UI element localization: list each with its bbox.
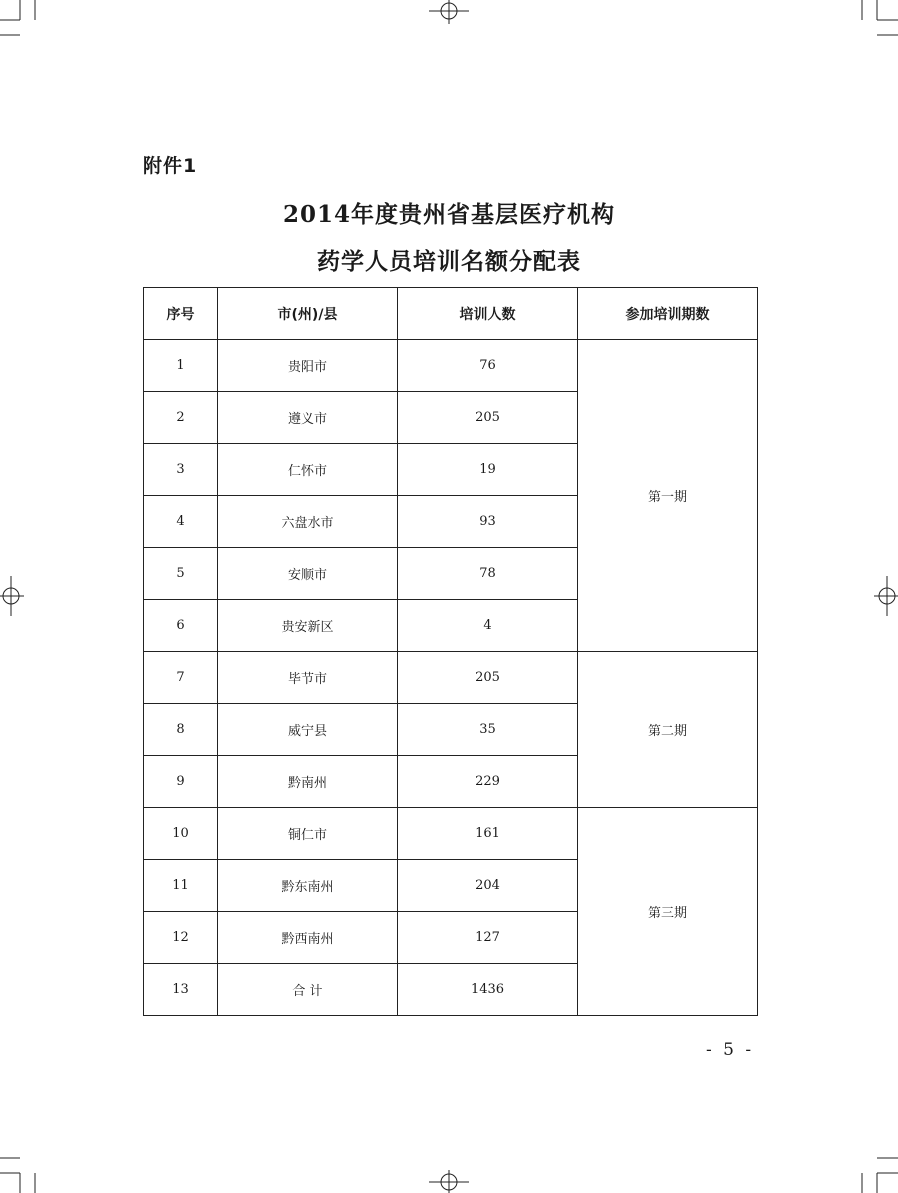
region-cell: 合 计 <box>218 964 398 1016</box>
table-row <box>144 808 758 860</box>
serial-cell: 1 <box>144 340 218 392</box>
serial-cell: 11 <box>144 860 218 912</box>
serial-cell: 13 <box>144 964 218 1016</box>
page-number: - 5 - <box>706 1040 755 1060</box>
session-cell: 第三期 <box>578 808 758 1016</box>
region-cell: 威宁县 <box>218 704 398 756</box>
serial-cell: 3 <box>144 444 218 496</box>
count-cell: 205 <box>398 392 578 444</box>
serial-cell: 5 <box>144 548 218 600</box>
header-serial-number: 序号 <box>144 288 218 340</box>
count-cell: 204 <box>398 860 578 912</box>
region-cell: 贵安新区 <box>218 600 398 652</box>
count-cell: 1436 <box>398 964 578 1016</box>
region-cell: 铜仁市 <box>218 808 398 860</box>
region-cell: 仁怀市 <box>218 444 398 496</box>
header-region: 市(州)/县 <box>218 288 398 340</box>
serial-cell: 2 <box>144 392 218 444</box>
count-cell: 127 <box>398 912 578 964</box>
count-cell: 93 <box>398 496 578 548</box>
table-row <box>144 340 758 392</box>
region-cell: 贵阳市 <box>218 340 398 392</box>
table-row <box>144 652 758 704</box>
serial-cell: 8 <box>144 704 218 756</box>
region-cell: 遵义市 <box>218 392 398 444</box>
serial-cell: 12 <box>144 912 218 964</box>
serial-cell: 6 <box>144 600 218 652</box>
serial-cell: 9 <box>144 756 218 808</box>
document-title-line-2: 药学人员培训名额分配表 <box>317 248 581 275</box>
count-cell: 76 <box>398 340 578 392</box>
header-trainee-count: 培训人数 <box>398 288 578 340</box>
count-cell: 19 <box>398 444 578 496</box>
table-header-row <box>144 288 758 340</box>
session-cell: 第一期 <box>578 340 758 652</box>
count-cell: 161 <box>398 808 578 860</box>
count-cell: 4 <box>398 600 578 652</box>
document-title-line-1: 2014年度贵州省基层医疗机构 <box>282 201 615 228</box>
region-cell: 黔东南州 <box>218 860 398 912</box>
count-cell: 35 <box>398 704 578 756</box>
count-cell: 78 <box>398 548 578 600</box>
region-cell: 毕节市 <box>218 652 398 704</box>
region-cell: 六盘水市 <box>218 496 398 548</box>
count-cell: 229 <box>398 756 578 808</box>
serial-cell: 7 <box>144 652 218 704</box>
region-cell: 黔南州 <box>218 756 398 808</box>
header-session: 参加培训期数 <box>578 288 758 340</box>
region-cell: 黔西南州 <box>218 912 398 964</box>
count-cell: 205 <box>398 652 578 704</box>
region-cell: 安顺市 <box>218 548 398 600</box>
serial-cell: 10 <box>144 808 218 860</box>
attachment-label: 附件1 <box>143 155 198 177</box>
session-cell: 第二期 <box>578 652 758 808</box>
training-quota-table <box>143 287 758 1016</box>
serial-cell: 4 <box>144 496 218 548</box>
